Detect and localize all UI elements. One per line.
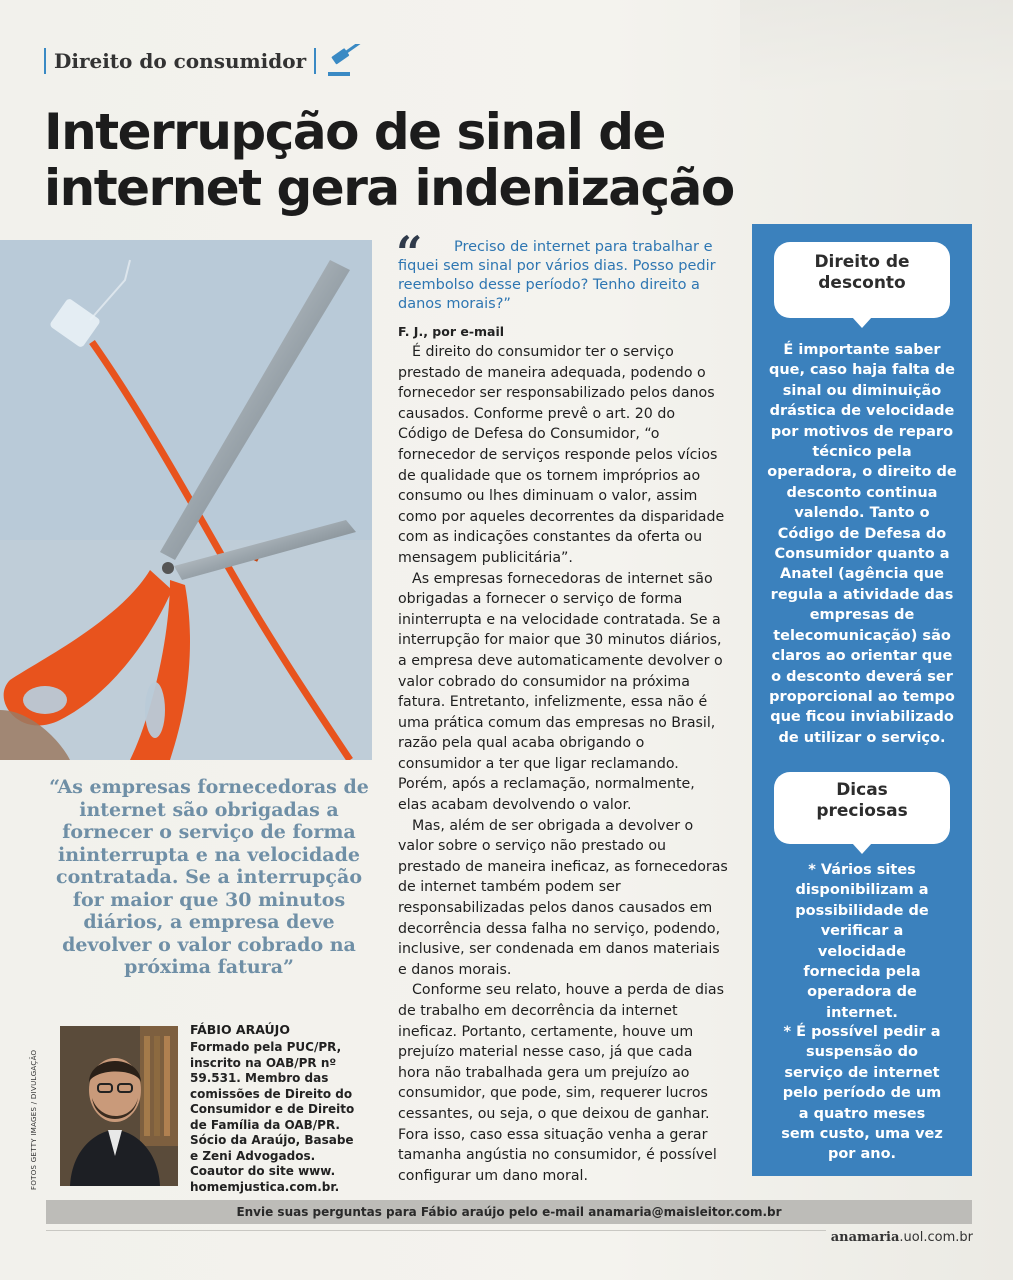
divider	[44, 48, 46, 74]
author-bio: Formado pela PUC/PR, inscrito na OAB/PR nº 59.531. Membro das comissões de Direito do Consumidor e de Direito de Família da OAB/PR. Sócio da Araújo, Basabe e Zeni Advogados. Coautor do site www. homemjustica.com.br.	[190, 1040, 355, 1194]
headline	[44, 104, 824, 216]
sidebar-title-discount	[774, 242, 950, 318]
scissors-cable-photo	[0, 240, 372, 760]
reader-question	[396, 226, 718, 314]
sidebar-tip: * Vários sites disponibilizam a possibilidade de verificar a velocidade fornecida pela operadora de internet.	[795, 862, 929, 1021]
author-name: FÁBIO ARAÚJO	[190, 1022, 290, 1037]
sidebar-tip: * É possível pedir a suspensão do serviço de internet pelo período de um a quatro meses sem custo, uma vez por ano.	[781, 1024, 943, 1163]
footer-text: Envie suas perguntas para Fábio araújo pelo e-mail anamaria@maisleitor.com.br	[236, 1205, 782, 1219]
page-edge-shadow	[740, 0, 1013, 90]
body-paragraph: Conforme seu relato, houve a perda de dias de trabalho em decorrência da internet ineficaz. Portanto, certamente, houve um prejuízo material nesse caso, já que cada hora não trabalhada gera um prejuízo ao consumidor, que pode, sim, requerer lucros cessantes, ou seja, o que deixou de ganhar. Fora isso, caso essa situação venha a gerar tamanha angústia no consumidor, é possível configurar um dano moral.	[398, 982, 724, 1184]
section-tag	[44, 44, 368, 78]
question-text: Preciso de internet para trabalhar e fiquei sem sinal por vários dias. Posso pedir reembolso desse período? Tenho direito a danos morais?”	[398, 239, 716, 312]
sidebar-discount-text: É importante saber que, caso haja falta de sinal ou diminuição drástica de velocidade por motivos de reparo técnico pela operadora, o direito de desconto continua valendo. Tanto o Código de Defesa do Consumidor quanto a Anatel (agência que regula a atividade das empresas de telecomunicação) são claros ao orientar que o desconto deverá ser proporcional ao tempo que ficou inviabilizado de utilizar o serviço.	[767, 342, 957, 746]
headline-line: Interrupção de sinal de	[44, 103, 665, 161]
question-signature: F. J., por e-mail	[398, 324, 505, 339]
brand-name: anamaria	[830, 1230, 900, 1245]
pull-quote: “As empresas fornecedoras de internet são obrigadas a fornecer o serviço de forma ininterrupta e na velocidade contratada. Se a interrupção for maior que 30 minutos diários, a empresa deve devolver o valor cobrado na próxima fatura”	[49, 776, 369, 978]
footer-rule	[46, 1230, 826, 1231]
body-paragraph: Mas, além de ser obrigada a devolver o valor sobre o serviço não prestado ou prestado de maneira ineficaz, as fornecedoras de internet também podem ser responsabilizadas pelos danos causados em decorrência dessa falha no serviço, podendo, inclusive, ser condenada em danos materiais e danos morais.	[398, 817, 728, 978]
author-portrait	[60, 1026, 178, 1186]
section-label: Direito do consumidor	[54, 49, 307, 73]
body-paragraph: É direito do consumidor ter o serviço prestado de maneira adequada, podendo o fornecedor ser responsabilizado pelos danos causados. Conforme prevê o art. 20 do Código de Defesa do Consumidor, “o fornecedor de serviços responde pelos vícios de qualidade que os tornem impróprios ao consumo ou lhes diminuam o valor, assim como por aqueles decorrentes da disparidade com as indicações constantes da oferta ou mensagem publicitária”.	[398, 344, 725, 566]
brand-domain: .uol.com.br	[899, 1230, 973, 1245]
quote-mark-icon: “	[396, 226, 423, 280]
body-paragraph: As empresas fornecedoras de internet são obrigadas a fornecer o serviço de forma ininterrupta e na velocidade contratada. Se a interrupção for maior que 30 minutos diários, a empresa deve automaticamente devolver o valor cobrado do consumidor na próxima fatura. Entretanto, infelizmente, essa não é uma prática comum das empresas no Brasil, razão pela qual acaba obrigando o consumidor a ter que ligar reclamando. Porém, após a reclamação, normalmente, elas acabam devolvendo o valor.	[398, 570, 723, 814]
sidebar-title-text: Direito de desconto	[814, 252, 910, 293]
article-body	[398, 342, 728, 1186]
photo-credit: FOTOS GETTY IMAGES / DIVULGAÇÃO	[30, 1049, 38, 1190]
footer-bar	[46, 1200, 972, 1224]
sidebar-panel	[752, 224, 972, 1176]
headline-line: internet gera indenização	[44, 159, 734, 217]
sidebar-title-text: Dicas preciosas	[816, 780, 908, 821]
author-photo	[60, 1026, 178, 1186]
brand-url	[831, 1230, 973, 1245]
divider	[314, 48, 316, 74]
sidebar-title-tips	[774, 772, 950, 844]
scissors-illustration	[0, 240, 372, 760]
gavel-icon	[324, 44, 368, 78]
